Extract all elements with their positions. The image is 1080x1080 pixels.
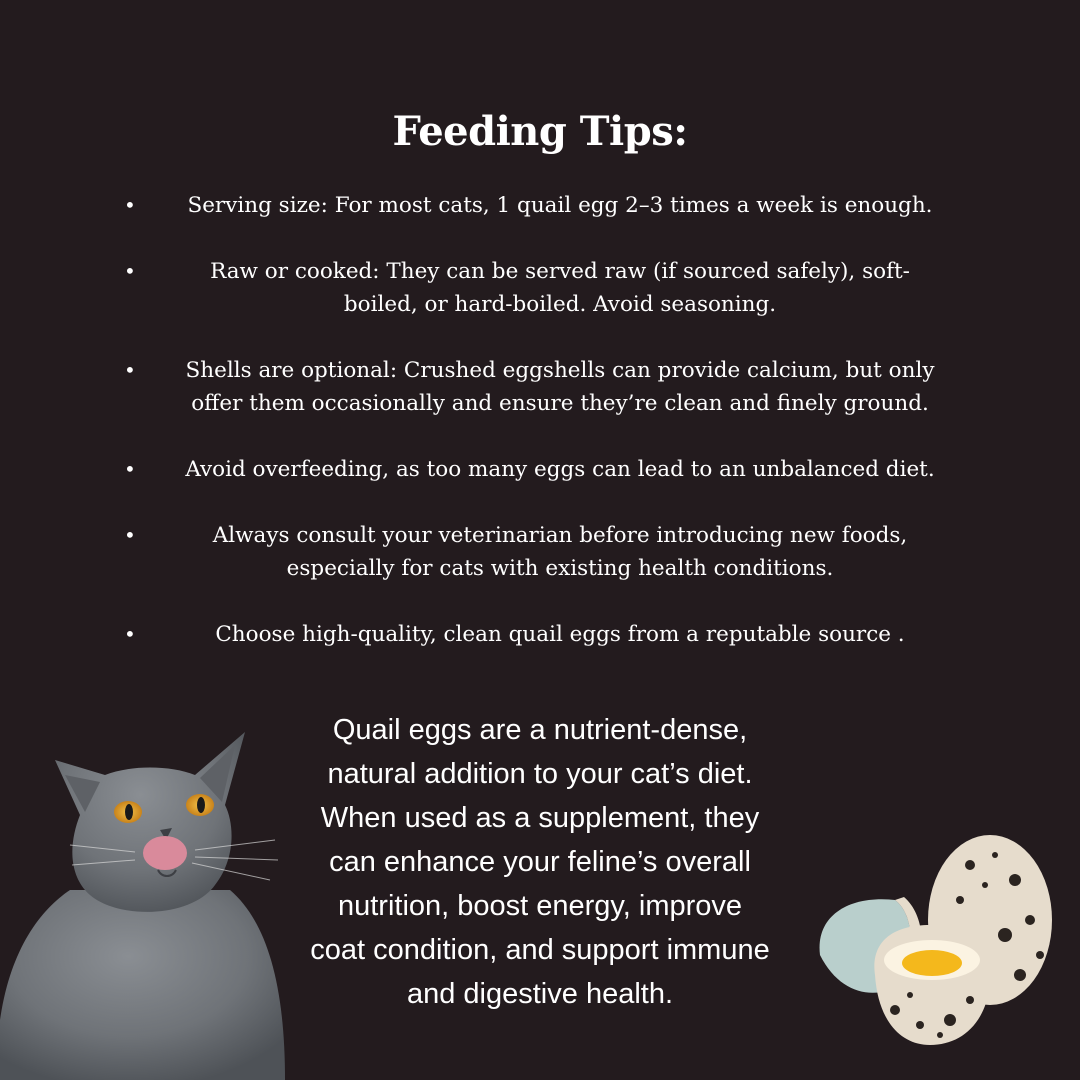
- bullet-icon: •: [124, 523, 136, 547]
- tip-text: [150, 189, 970, 222]
- bullet-icon: •: [124, 622, 136, 646]
- tip-text: [160, 255, 960, 321]
- summary-line: When used as a supplement, they: [320, 802, 760, 834]
- tip-line: Raw or cooked: They can be served raw (if sourced safely), soft-: [210, 259, 910, 284]
- cat-head: [55, 732, 245, 912]
- summary-line: and digestive health.: [406, 978, 674, 1010]
- page-title: Feeding Tips:: [392, 108, 688, 155]
- cat-tongue: [143, 836, 187, 870]
- tip-text: [160, 618, 960, 651]
- tip-line: Choose high-quality, clean quail eggs from a reputable source .: [215, 622, 905, 647]
- tip-line: Avoid overfeeding, as too many eggs can lead to an unbalanced diet.: [185, 457, 935, 482]
- tip-line: offer them occasionally and ensure they’re clean and finely ground.: [191, 391, 929, 416]
- summary-line: Quail eggs are a nutrient-dense,: [332, 714, 748, 746]
- bullet-icon: •: [124, 457, 136, 481]
- cat-body: [0, 890, 285, 1080]
- tip-line: Shells are optional: Crushed eggshells can provide calcium, but only: [185, 358, 935, 383]
- summary-line: natural addition to your cat’s diet.: [327, 758, 753, 790]
- tip-line: especially for cats with existing health conditions.: [286, 556, 834, 581]
- summary-line: coat condition, and support immune: [310, 934, 770, 966]
- summary-line: nutrition, boost energy, improve: [337, 890, 743, 922]
- bullet-icon: •: [124, 259, 136, 283]
- tip-text: [140, 453, 980, 486]
- tip-text: [140, 354, 980, 420]
- cat-image: [0, 720, 290, 1080]
- tip-line: boiled, or hard-boiled. Avoid seasoning.: [343, 292, 777, 317]
- tip-line: Always consult your veterinarian before introducing new foods,: [212, 523, 908, 548]
- egg-yolk: [902, 950, 962, 976]
- quail-eggs-image: [800, 825, 1070, 1055]
- bullet-icon: •: [124, 193, 136, 217]
- summary-paragraph: [280, 708, 800, 1016]
- summary-line: can enhance your feline’s overall: [329, 846, 751, 878]
- bullet-icon: •: [124, 358, 136, 382]
- tip-line: Serving size: For most cats, 1 quail egg 2–3 times a week is enough.: [187, 193, 933, 218]
- tip-text: [160, 519, 960, 585]
